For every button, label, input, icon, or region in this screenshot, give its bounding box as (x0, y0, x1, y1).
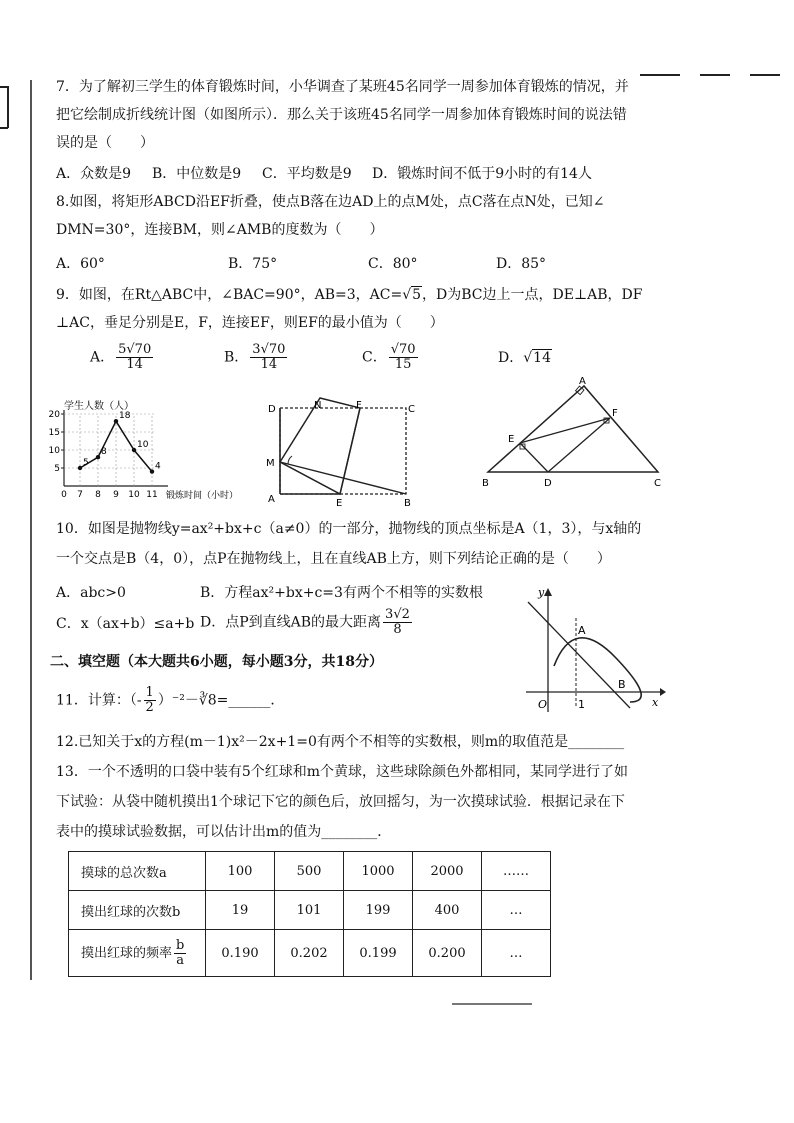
label-m: M (266, 458, 275, 469)
label-a: A (578, 624, 586, 637)
row-header-red-count: 摸出红球的次数b (69, 891, 206, 930)
q10-line1: 10．如图是抛物线y=ax²+bx+c（a≠0）的一部分，抛物线的顶点坐标是A（1，3），与x轴的 (56, 521, 642, 537)
chart-y-tick-label: 20 (48, 410, 60, 420)
section-2-title: 二、填空题（本大题共6小题，每小题3分，共18分） (50, 654, 383, 670)
label-1: 1 (578, 698, 585, 711)
chart-x-tick-label: 0 (61, 490, 67, 500)
row-header-total: 摸球的总次数a (69, 852, 206, 891)
label-d: D (268, 404, 276, 415)
chart-point-label: 4 (155, 461, 161, 472)
q12-line (56, 733, 624, 751)
chart-point-label: 18 (119, 411, 131, 422)
q13-line3 (56, 823, 391, 841)
angle-mark (288, 456, 292, 464)
q12-blank[interactable]: ________ (568, 734, 625, 750)
y-axis-arrow (544, 588, 552, 596)
q8-option-c: C．80° (368, 256, 418, 272)
q9-option-b-den: 14 (260, 357, 278, 372)
table-cell: 101 (275, 891, 344, 930)
table-cell: … (482, 930, 551, 977)
chart-x-tick-label: 8 (95, 490, 101, 500)
q8-option-b: B．75° (228, 256, 278, 272)
q9-option-a-num: 5√70 (118, 342, 152, 357)
q9-option-b-frac (250, 343, 287, 372)
parabola-figure (526, 588, 666, 718)
chart-point-label: 5 (83, 458, 89, 468)
chart-point-label: 8 (101, 447, 107, 458)
q9-option-a-den: 14 (126, 357, 143, 372)
table-row (69, 930, 551, 977)
q11-text-a: 11．计算：（- (56, 692, 142, 709)
top-dash-3 (750, 74, 780, 76)
chart-ylabel: 学生人数（人） (64, 401, 134, 412)
triangle-abc (488, 386, 658, 472)
q9-line1-b: ，D为BC边上一点，DE⊥AB，DF (422, 287, 643, 303)
q11-frac (144, 686, 156, 715)
chart-point (78, 466, 82, 470)
table-cell: 0.199 (344, 930, 413, 977)
right-triangle-figure (478, 376, 668, 488)
q13-line3-text: 表中的摸球试验数据，可以估计出m的值为 (56, 824, 322, 840)
chart-point (150, 469, 154, 473)
row-header-red-freq (69, 930, 206, 977)
q11-line (56, 686, 284, 715)
q9-option-c-den: 15 (394, 357, 412, 372)
label-c: C (408, 404, 415, 415)
q12-text: 12.已知关于x的方程(m－1)x²－2x+1=0有两个不相等的实数根，则m的取值范是 (56, 734, 569, 750)
segment-de (520, 443, 548, 472)
q9-option-c-num: √70 (390, 342, 416, 357)
q9-option-b-num: 3√70 (252, 342, 286, 357)
q9-option-d-rad: 14 (533, 350, 551, 366)
chart-point (132, 448, 136, 452)
margin-bracket (0, 127, 8, 129)
q13-line2: 下试验：从袋中随机摸出1个球记下它的颜色后，放回摇匀，为一次摸球试验．根据记录在下 (56, 794, 625, 810)
q7-line1: 7．为了解初三学生的体育锻炼时间，小华调查了某班45名同学一周参加体育锻炼的情况，并 (56, 79, 629, 95)
label-n: N (314, 400, 322, 411)
q10-option-a: A．abc>0 (56, 585, 126, 601)
table-row (69, 891, 551, 930)
label-c: C (654, 478, 661, 489)
label-y: y (538, 586, 545, 599)
q9-line2: ⊥AC，垂足分别是E，F，连接EF，则EF的最小值为（ ） (56, 315, 444, 331)
table-cell: 0.202 (275, 930, 344, 977)
table-cell: … (482, 891, 551, 930)
chart-xlabel: 锻炼时间（小时） (166, 491, 239, 501)
q8-line1: 8.如图，将矩形ABCD沿EF折叠，使点B落在边AD上的点M处，点C落在点N处，已知∠ (56, 194, 605, 210)
q11-text-b: ）⁻²－∛8= (157, 692, 229, 709)
margin-rule (30, 80, 32, 980)
table-cell: 500 (275, 852, 344, 891)
label-e: E (336, 498, 343, 509)
q7-option-c: C．平均数是9 (262, 166, 352, 182)
label-a: A (268, 494, 275, 505)
q9-option-a-frac (116, 343, 153, 372)
q10-option-d-num: 3√2 (385, 607, 410, 622)
label-e: E (508, 434, 515, 445)
table-row (69, 852, 551, 891)
table-cell: 0.190 (206, 930, 275, 977)
q10-option-c: C．x（ax+b）≤a+b (56, 616, 195, 632)
segment-bm (280, 462, 406, 494)
q10-line2: 一个交点是B（4，0），点P在抛物线上，且在直线AB上方，则下列结论正确的是（ ） (56, 551, 611, 567)
label-f: F (356, 400, 362, 411)
q7-option-d: D．锻炼时间不低于9小时的有14人 (372, 166, 592, 182)
freq-frac-den: a (176, 952, 185, 968)
top-dash-1 (640, 74, 680, 76)
q7-line3: 误的是（ ） (56, 135, 154, 151)
chart-point-label: 10 (137, 440, 149, 450)
label-b: B (482, 478, 489, 489)
label-d: D (544, 478, 552, 489)
chart-x-tick-label: 11 (146, 490, 158, 500)
q9-line1-rad: 5 (412, 287, 422, 303)
table-cell: 1000 (344, 852, 413, 891)
q9-line1: 9．如图，在Rt△ABC中，∠BAC=90°，AB=3，AC=√5，D为BC边上一点，DE⊥AB，DF (56, 287, 643, 303)
q10-option-b: B．方程ax²+bx+c=3有两个不相等的实数根 (200, 585, 483, 601)
q9-option-c (362, 343, 420, 372)
q8-option-d: D．85° (496, 256, 547, 272)
row-header-freq-frac (174, 939, 186, 968)
q11-frac-den: 2 (145, 700, 154, 715)
chart-x-tick-label: 10 (128, 490, 140, 500)
freq-frac-num: b (176, 937, 185, 953)
q10-option-d-den: 8 (393, 622, 402, 637)
label-o: O (538, 698, 548, 711)
q9-option-c-frac (389, 343, 418, 372)
chart-y-tick-label: 15 (48, 428, 60, 438)
table-cell: …… (482, 852, 551, 891)
chart-x-tick-label: 9 (113, 490, 119, 500)
q9-option-b (224, 343, 289, 372)
row-header-red-freq-text: 摸出红球的频率 (81, 945, 173, 961)
table-cell: 0.200 (413, 930, 482, 977)
bottom-dash (452, 1003, 532, 1005)
q11-blank[interactable]: ______． (228, 692, 285, 709)
segment-me (280, 462, 340, 494)
q7-line2: 把它绘制成折线统计图（如图所示）．那么关于该班45名同学一周参加体育锻炼时间的说法错 (56, 107, 627, 123)
table-cell: 2000 (413, 852, 482, 891)
chart-point (114, 419, 118, 423)
chart-y-tick-label: 10 (48, 446, 60, 456)
label-b: B (618, 678, 626, 691)
chart-point (96, 455, 100, 459)
q9-option-d: D．√14 (498, 350, 551, 366)
chart-x-tick-label: 7 (77, 490, 83, 500)
q13-line1: 13．一个不透明的口袋中装有5个红球和m个黄球，这些球除颜色外都相同，某同学进行了如 (56, 764, 628, 780)
q9-option-a-label: A． (90, 349, 115, 366)
q9-line1-a: 9．如图，在Rt△ABC中，∠BAC=90°，AB=3，AC= (56, 287, 403, 303)
ball-draw-table (68, 851, 551, 977)
exercise-line-chart (50, 400, 275, 500)
top-dash-2 (700, 74, 730, 76)
chart-marks (78, 411, 161, 474)
q10-option-d (200, 608, 414, 637)
label-a: A (579, 376, 586, 387)
q9-option-b-label: B． (224, 349, 249, 366)
q7-option-a: A．众数是9 (56, 166, 132, 182)
q13-blank[interactable]: ________． (321, 824, 392, 840)
label-x: x (652, 696, 659, 709)
q8-option-a: A．60° (56, 256, 105, 272)
folded-rectangle-figure (262, 400, 422, 508)
chart-y-tick-label: 5 (54, 464, 60, 474)
x-axis-arrow (660, 688, 666, 696)
q8-line2: DMN=30°，连接BM，则∠AMB的度数为（ ） (56, 222, 384, 238)
q11-frac-num: 1 (145, 685, 154, 700)
table-cell: 19 (206, 891, 275, 930)
q10-option-d-frac (383, 608, 412, 637)
chart-axes (49, 410, 168, 500)
label-f: F (612, 408, 618, 419)
q10-option-d-text: D．点P到直线AB的最大距离 (200, 614, 382, 631)
label-b: B (404, 498, 411, 509)
q7-option-b: B．中位数是9 (152, 166, 242, 182)
table-cell: 199 (344, 891, 413, 930)
q9-option-c-label: C． (362, 349, 387, 366)
q9-option-d-label: D． (498, 350, 524, 366)
table-cell: 400 (413, 891, 482, 930)
margin-bracket (7, 86, 9, 128)
table-cell: 100 (206, 852, 275, 891)
q9-option-a (90, 343, 155, 372)
